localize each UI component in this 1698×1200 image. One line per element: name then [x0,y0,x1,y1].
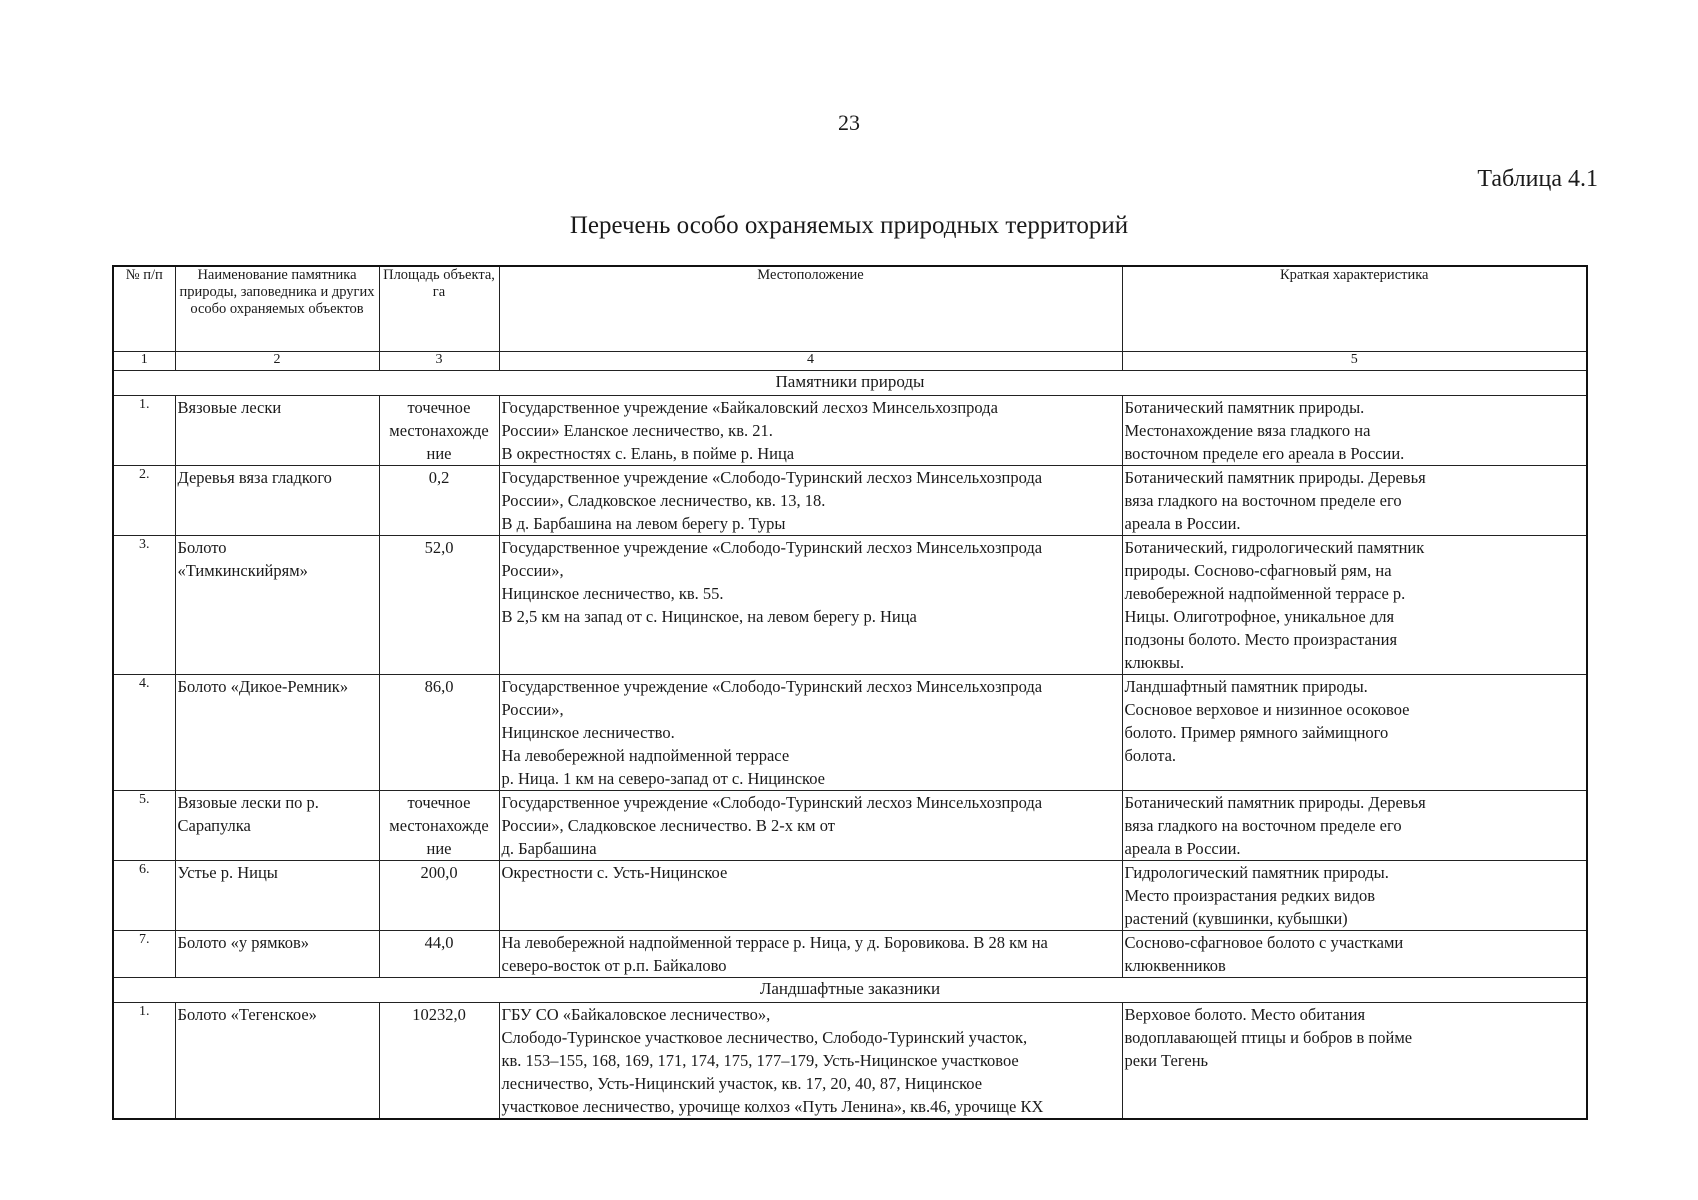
site-location-line: В 2,5 км на запад от с. Ницинское, на левом берегу р. Ница [501,607,917,626]
site-location-line: Окрестности с. Усть-Ницинское [501,863,728,882]
site-area [379,466,499,536]
site-area-line: 44,0 [424,933,454,952]
table-header-row [113,266,1587,352]
site-area [379,791,499,861]
site-area [379,396,499,466]
site-description-line: Гидрологический памятник природы. [1124,863,1389,882]
site-area-line: местонахожде [389,816,489,835]
site-description-line: клюквенников [1124,956,1226,975]
site-description-line: водоплавающей птицы и бобров в пойме [1124,1028,1413,1047]
site-area [379,1003,499,1120]
site-name [175,1003,379,1120]
site-name [175,396,379,466]
site-name [175,675,379,791]
header-description: Краткая характеристика [1122,266,1587,352]
column-number: 1 [113,352,175,371]
site-description [1122,1003,1587,1120]
site-name [175,861,379,931]
site-area-line: точечное [407,398,471,417]
site-name-line: «Тимкинскийрям» [177,561,308,580]
table-row [113,536,1587,675]
site-area-line: местонахожде [389,421,489,440]
section-title: Памятники природы [113,371,1587,396]
table-row [113,675,1587,791]
site-location-line: На левобережной надпойменной террасе [501,746,790,765]
site-description-line: Сосново-сфагновое болото с участками [1124,933,1404,952]
site-area [379,536,499,675]
section-title: Ландшафтные заказники [113,978,1587,1003]
site-name-line: Болото [177,538,227,557]
site-description [1122,396,1587,466]
site-location-line: России», Сладковское лесничество. В 2-х км от [501,816,835,835]
site-location [499,861,1122,931]
section-row [113,371,1587,396]
site-area [379,931,499,978]
site-description [1122,791,1587,861]
site-location-line: Слободо-Туринское участковое лесничество, Слободо-Туринский участок, [501,1028,1028,1047]
site-location-line: Государственное учреждение «Слободо-Туринский лесхоз Минсельхозпрода [501,468,1043,487]
site-location-line: Ницинское лесничество, кв. 55. [501,584,724,603]
row-number: 4. [113,675,175,791]
site-description [1122,466,1587,536]
site-description-line: Сосновое верховое и низинное осоковое [1124,700,1410,719]
table-row [113,396,1587,466]
site-name [175,466,379,536]
site-description [1122,675,1587,791]
site-location-line: ГБУ СО «Байкаловское лесничество», [501,1005,771,1024]
site-area-line: ние [426,839,452,858]
site-description-line: клюквы. [1124,653,1185,672]
site-location-line: Государственное учреждение «Слободо-Туринский лесхоз Минсельхозпрода [501,793,1043,812]
site-description-line: подзоны болото. Место произрастания [1124,630,1398,649]
table-label: Таблица 4.1 [1477,166,1598,192]
header-area: Площадь объекта, га [379,266,499,352]
site-location [499,466,1122,536]
site-location-line: России», [501,561,564,580]
site-description-line: Ботанический памятник природы. [1124,398,1365,417]
site-location [499,1003,1122,1120]
page-number: 23 [838,110,860,135]
site-description-line: восточном пределе его ареала в России. [1124,444,1405,463]
row-number: 6. [113,861,175,931]
site-location [499,791,1122,861]
site-description-line: реки Тегень [1124,1051,1209,1070]
site-area-line: 0,2 [428,468,450,487]
site-description-line: Ницы. Олиготрофное, уникальное для [1124,607,1395,626]
site-description [1122,931,1587,978]
site-name-line: Устье р. Ницы [177,863,278,882]
site-location [499,931,1122,978]
site-description-line: болота. [1124,746,1177,765]
table-body [113,371,1587,1120]
site-description-line: левобережной надпойменной террасе р. [1124,584,1406,603]
site-description [1122,536,1587,675]
site-area-line: 52,0 [424,538,454,557]
site-description-line: ареала в России. [1124,514,1241,533]
site-name-line: Болото «Дикое-Ремник» [177,677,349,696]
site-area-line: 86,0 [424,677,454,696]
site-description-line: вяза гладкого на восточном пределе его [1124,816,1402,835]
row-number: 1. [113,1003,175,1120]
site-name-line: Вязовые лески по р. [177,793,319,812]
site-description-line: Место произрастания редких видов [1124,886,1376,905]
column-number: 2 [175,352,379,371]
row-number: 3. [113,536,175,675]
site-description-line: Ландшафтный памятник природы. [1124,677,1368,696]
site-location-line: Государственное учреждение «Слободо-Туринский лесхоз Минсельхозпрода [501,677,1043,696]
site-location-line: участковое лесничество, урочище колхоз «Путь Ленина», кв.46, урочище КХ [501,1097,1044,1116]
site-location-line: д. Барбашина [501,839,597,858]
row-number: 1. [113,396,175,466]
site-location-line: Ницинское лесничество. [501,723,675,742]
site-location-line: северо-восток от р.п. Байкалово [501,956,727,975]
site-name-line: Вязовые лески [177,398,282,417]
row-number: 2. [113,466,175,536]
document-title: Перечень особо охраняемых природных территорий [569,212,1129,239]
table-row [113,931,1587,978]
site-area-line: ние [426,444,452,463]
header-name: Наименование памятника природы, заповедника и других особо охраняемых объектов [175,266,379,352]
site-location [499,536,1122,675]
site-location-line: России», Сладковское лесничество, кв. 13, 18. [501,491,826,510]
site-area-line: 10232,0 [412,1005,466,1024]
site-location-line: кв. 153–155, 168, 169, 171, 174, 175, 177–179, Усть-Ницинское участковое [501,1051,1019,1070]
site-description-line: растений (кувшинки, кубышки) [1124,909,1348,928]
table-row [113,861,1587,931]
table-row [113,791,1587,861]
header-number: № п/п [113,266,175,352]
row-number: 7. [113,931,175,978]
column-number: 3 [379,352,499,371]
site-name-line: Болото «Тегенское» [177,1005,317,1024]
site-description-line: болото. Пример рямного займищного [1124,723,1389,742]
site-area-line: 200,0 [420,863,458,882]
table-row [113,466,1587,536]
site-location-line: В д. Барбашина на левом берегу р. Туры [501,514,786,533]
protected-areas-table [112,265,1588,1120]
site-location-line: р. Ница. 1 км на северо-запад от с. Ницинское [501,769,825,788]
table-row [113,1003,1587,1120]
site-location [499,675,1122,791]
site-location-line: России», [501,700,564,719]
site-name-line: Болото «у рямков» [177,933,310,952]
site-name [175,536,379,675]
site-description-line: Ботанический памятник природы. Деревья [1124,793,1426,812]
site-name [175,931,379,978]
site-location-line: На левобережной надпойменной террасе р. Ница, у д. Боровикова. В 28 км на [501,933,1048,952]
site-name-line: Деревья вяза гладкого [177,468,332,487]
site-location-line: В окрестностях с. Елань, в пойме р. Ница [501,444,795,463]
site-area [379,861,499,931]
column-number: 4 [499,352,1122,371]
site-location-line: Государственное учреждение «Байкаловский лесхоз Минсельхозпрода [501,398,998,417]
site-location-line: Государственное учреждение «Слободо-Туринский лесхоз Минсельхозпрода [501,538,1043,557]
site-description-line: вяза гладкого на восточном пределе его [1124,491,1402,510]
site-area [379,675,499,791]
site-description-line: Местонахождение вяза гладкого на [1124,421,1371,440]
column-number-row [113,352,1587,371]
site-description-line: Ботанический, гидрологический памятник [1124,538,1425,557]
site-description-line: ареала в России. [1124,839,1241,858]
site-description [1122,861,1587,931]
column-number: 5 [1122,352,1587,371]
site-name [175,791,379,861]
header-location: Местоположение [499,266,1122,352]
site-location-line: России» Еланское лесничество, кв. 21. [501,421,773,440]
site-name-line: Сарапулка [177,816,251,835]
site-area-line: точечное [407,793,471,812]
site-description-line: природы. Сосново-сфагновый рям, на [1124,561,1392,580]
site-description-line: Ботанический памятник природы. Деревья [1124,468,1426,487]
row-number: 5. [113,791,175,861]
site-description-line: Верховое болото. Место обитания [1124,1005,1366,1024]
site-location-line: лесничество, Усть-Ницинский участок, кв. 17, 20, 40, 87, Ницинское [501,1074,983,1093]
section-row [113,978,1587,1003]
site-location [499,396,1122,466]
